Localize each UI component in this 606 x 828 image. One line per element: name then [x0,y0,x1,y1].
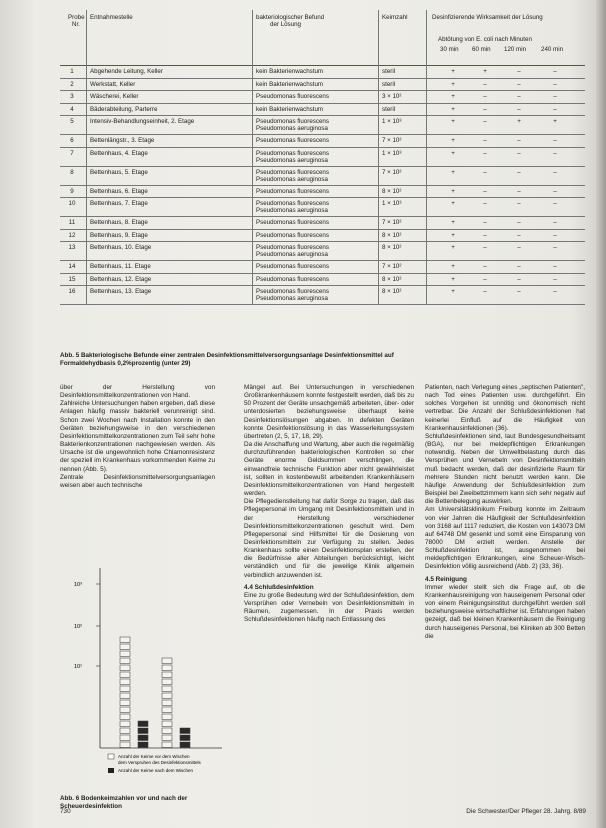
cell-nr: 1 [70,68,74,75]
cell-entnahmestelle: Abgehende Leitung, Keller [90,68,163,75]
cell-nr: 13 [68,244,76,251]
cell-nr: 14 [68,263,76,270]
cell-result-mark: – [517,137,521,144]
page-number: 730 [60,808,71,815]
cell-nr: 12 [68,231,76,239]
cell-result-mark: – [483,137,487,144]
cell-result-mark: – [553,288,557,295]
cell-result-mark: – [553,93,557,100]
cell-result-mark: – [483,244,487,251]
cell-result-mark: – [553,244,557,251]
cell-befund: Pseudomonas aeruginosa [256,175,328,183]
cell-result-mark: + [451,231,455,239]
cell-entnahmestelle: Bettenhaus, 8. Etage [90,219,148,226]
table-row [60,79,585,92]
cell-entnahmestelle: Bettenhaus, 13. Etage [90,288,152,295]
bar-block [120,721,130,727]
header-nr: Nr. [72,21,80,28]
table-row [60,167,585,186]
table-row [60,91,585,104]
cell-result-mark: + [451,263,455,270]
header-keimzahl: Keimzahl [382,14,408,21]
cell-result-mark: – [517,244,521,251]
paragraph: Am Universitätsklinikum Freiburg konnte im Zeitraum von vier Jahren die Häufigkeit der Schlußdesinfektion von 3168 auf 1117 reduziert, die Kosten von 143073 DM auf 64748 DM gesenkt und somit eine Einsparung von 78000 DM erzielt werden. Anstelle der Schlußdesinfektion ist, ausgenommen bei meldepflichtigen Erkrankungen, eine Scheuer-Wisch-Desinfektion völlig ausreichend (Abb. 2) (33, 36). [425,506,585,571]
header-befund-2: der Lösung [270,21,301,28]
floor-germ-figure [60,498,230,794]
cell-result-mark: + [451,168,455,176]
cell-entnahmestelle: Bäderabteilung, Parterre [90,105,158,113]
cell-keimzahl: 8 × 10² [382,231,402,239]
bar-block [120,714,130,720]
cell-entnahmestelle: Bettenhaus, 7. Etage [90,200,148,207]
cell-result-mark: + [451,187,455,195]
table-row [60,261,585,274]
cell-befund: Pseudomonas fluorescens [256,244,329,251]
cell-result-mark: + [553,118,557,125]
cell-result-mark: – [483,231,487,239]
cell-result-mark: – [553,105,557,113]
cell-entnahmestelle: Bettenhaus, 4. Etage [90,149,148,157]
cell-result-mark: – [553,263,557,270]
table-row [60,242,585,261]
cell-result-mark: – [517,105,521,113]
cell-befund: Pseudomonas fluorescens [256,187,329,195]
header-min-240: 240 min [541,46,564,53]
cell-result-mark: – [517,149,521,157]
bar-block [120,742,130,748]
bar-block [162,700,172,706]
cell-entnahmestelle: Bettenhaus, 11. Etage [90,263,151,270]
header-probe: Probe [68,14,85,21]
text-column-1 [60,384,215,490]
bar-block [162,665,172,671]
cell-nr: 5 [70,118,74,125]
cell-result-mark: – [553,275,557,283]
bar-block [162,679,172,685]
cell-result-mark: – [483,149,487,157]
bar-block [138,742,148,748]
paragraph: Patienten, nach Verlegung eines „septischen Patienten", nach Tod eines Patienten usw. durchgeführt. Ein solches Vorgehen ist unnötig und ökonomisch nicht vertretbar. Die Anzahl der Schlußdesinfektionen hat keinerlei Einfluß auf die Häufigkeit von Krankenhausinfektionen (36). [425,384,585,432]
cell-result-mark: – [483,118,487,125]
cell-result-mark: + [451,93,455,100]
paragraph: Die Pflegedienstleitung hat dafür Sorge zu tragen, daß das Pflegepersonal im Umgang mit Desinfektionsmitteln und in der Herstellung verschiedener Desinfektionsmittelkonzentrationen geschult wird. Dem Pflegepersonal sind Hilfsmittel für die Dosierung von Desinfektionsmitteln zur Verfügung zu stellen. Jedes Krankenhaus sollte einen Desinfektionsplan erstellen, der die Bedürfnisse aller Abteilungen berücksichtigt, leicht verständlich und für die jeweilige Klinik allgemein verbindlich anzuwenden ist. [244,498,414,579]
cell-result-mark: – [483,168,487,176]
table-row [60,148,585,167]
bar-block [180,735,190,741]
bar-block [138,735,148,741]
paragraph: Zentrale Desinfektionsmittelversorgungsanlagen weisen aber auch technische [60,473,215,489]
header-min-60: 60 min [472,46,491,53]
cell-keimzahl: 1 × 10³ [382,118,402,125]
paragraph: über der Herstellung von Desinfektionsmittelkonzentrationen von Hand. [60,384,215,400]
cell-result-mark: + [451,244,455,251]
bar-block [138,728,148,734]
bar-block [162,721,172,727]
bar-block [138,721,148,727]
cell-nr: 3 [70,93,74,100]
cell-entnahmestelle: Bettenhaus, 12. Etage [90,275,152,283]
bar-block [120,693,130,699]
cell-befund: Pseudomonas fluorescens [256,263,329,270]
cell-befund: Pseudomonas fluorescens [256,168,329,176]
cell-befund: kein Bakterienwachstum [256,105,324,113]
cell-befund: Pseudomonas aeruginosa [256,207,328,214]
cell-result-mark: – [553,231,557,239]
bar-block [120,686,130,692]
table-row [60,186,585,199]
cell-result-mark: – [517,275,521,283]
header-abtoetung: Abtötung von E. coli nach Minuten [438,36,532,43]
cell-result-mark: – [517,231,521,239]
cell-entnahmestelle: Bettenhaus, 9. Etage [90,231,148,239]
cell-befund: Pseudomonas fluorescens [256,137,329,144]
bar-block [162,693,172,699]
table-row [60,217,585,230]
bar-block [180,728,190,734]
bar-block [120,651,130,657]
table-row [60,135,585,148]
text-column-3 [425,384,585,641]
cell-result-mark: – [517,288,521,295]
cell-result-mark: – [517,263,521,270]
cell-result-mark: – [483,275,487,283]
cell-result-mark: + [451,288,455,295]
cell-keimzahl: steril [382,80,396,88]
journal-reference: Die Schwester/Der Pfleger 28. Jahrg. 8/89 [466,808,586,815]
y-label-1000: 10³ [74,582,82,588]
cell-befund: Pseudomonas fluorescens [256,275,329,283]
bar-block [120,700,130,706]
section-heading-4-4: 4.4 Schlußdesinfektion [244,583,314,591]
cell-result-mark: – [553,137,557,144]
legend-swatch-after [108,768,114,773]
cell-result-mark: + [451,219,455,226]
header-min-30: 30 min [440,46,459,53]
cell-result-mark: + [451,68,455,75]
cell-entnahmestelle: Intensiv-Behandlungseinheit, 2. Etage [90,118,195,125]
table-row [60,66,585,79]
cell-befund: Pseudomonas fluorescens [256,200,329,207]
cell-keimzahl: steril [382,68,396,75]
cell-nr: 15 [68,275,76,283]
cell-nr: 11 [68,219,76,226]
cell-result-mark: – [553,168,557,176]
bar-block [162,735,172,741]
figure-caption: Abb. 6 Bodenkeimzahlen vor und nach der Scheuerdesinfektion [60,795,188,810]
bar-block [162,742,172,748]
legend-after: Anzahl der Keime nach dem Wischen [118,768,194,773]
table-row [60,198,585,217]
bar-block [120,735,130,741]
cell-result-mark: – [553,68,557,75]
cell-result-mark: + [451,80,455,88]
cell-nr: 4 [70,105,74,113]
cell-keimzahl: 3 × 10² [382,93,402,100]
cell-result-mark: – [553,219,557,226]
paragraph: Mängel auf. Bei Untersuchungen in verschiedenen Großkrankenhäusern konnte festgestellt werden, daß bis zu 50 Prozent der Geräte unsachgemäß arbeiteten, über- oder unterdosierten beziehungsweise überhaupt keine Desinfektionslösungen abgaben. In defekten Geräten konnte Desinfektionslösung in das Wasserleitungssystem übertreten (2, 5, 17, 18, 29). [244,384,414,440]
table-body [60,66,585,305]
cell-result-mark: – [483,187,487,195]
cell-befund: Pseudomonas aeruginosa [256,251,328,258]
cell-keimzahl: 7 × 10² [382,168,402,176]
bar-block [120,637,130,643]
cell-entnahmestelle: Bettenhaus, 5. Etage [90,168,148,176]
cell-keimzahl: 8 × 10² [382,244,402,251]
cell-nr: 2 [70,80,74,88]
cell-result-mark: – [517,200,521,207]
section-heading-4-5: 4.5 Reinigung [425,575,467,583]
table-header [60,10,585,66]
bar-block [162,728,172,734]
bar-block [162,714,172,720]
cell-befund: Pseudomonas aeruginosa [256,125,328,132]
cell-keimzahl: 7 × 10² [382,219,402,226]
cell-result-mark: + [517,118,521,125]
cell-result-mark: – [553,187,557,195]
y-label-100: 10² [74,624,82,630]
cell-result-mark: – [517,219,521,226]
cell-result-mark: – [517,80,521,88]
cell-entnahmestelle: Werkstatt, Keller [90,80,136,88]
header-wirksamkeit: Desinfizierende Wirksamkeit der Lösung [432,14,543,21]
cell-result-mark: + [451,275,455,283]
cell-befund: Pseudomonas aeruginosa [256,295,328,302]
cell-result-mark: + [451,149,455,157]
cell-result-mark: + [451,137,455,144]
bar-block [162,686,172,692]
bar-block [120,707,130,713]
header-entnahmestelle: Entnahmestelle [90,14,133,21]
cell-result-mark: – [483,288,487,295]
cell-befund: Pseudomonas fluorescens [256,118,329,125]
cell-result-mark: – [553,149,557,157]
header-befund: bakteriologischer Befund [256,14,325,21]
page-edge-shadow [596,0,606,828]
paragraph: Immer wieder stellt sich die Frage auf, ob die Krankenhausreinigung von hauseigenem Personal oder von einem Reinigungsinstitut durchgeführt werden soll beziehungsweise wirtschaftlicher ist. Erfahrungen haben gezeigt, daß bei kleinen Krankenhäusern die Reinigung durch hauseigenes Personal, bei Kliniken ab 300 Betten die [425,583,585,640]
cell-befund: Pseudomonas fluorescens [256,288,329,295]
legend-swatch-before [108,754,114,759]
table-row [60,116,585,135]
cell-result-mark: – [517,187,521,195]
cell-result-mark: – [483,219,487,226]
bar-block [120,672,130,678]
table-row [60,230,585,243]
paragraph: Da die Anschaffung und Wartung, aber auch die regelmäßig durchzuführenden bakteriologischen Kontrollen so cher Geräte enorme Geldsummen verschlingen, die einwandfreie technische Funktion aber nicht gewährleistet ist, sollten in kostenbewußt arbeitenden Krankenhäusern Desinfektionsmittelkonzentrationen von Hand hergestellt werden. [244,441,414,498]
cell-keimzahl: 7 × 10² [382,263,402,270]
cell-entnahmestelle: Bettenhaus, 10. Etage [90,244,152,251]
cell-nr: 16 [68,288,76,295]
cell-keimzahl: 7 × 10² [382,137,402,144]
paragraph: Schlußdesinfektionen sind, laut Bundesgesundheitsamt (BGA), nur bei meldepflichtigen Erkrankungen notwendig. Neben der Umweltbelastung durch das Versprühen und Vernebeln von Desinfektionsmitteln muß bedacht werden, daß der desinfizierte Raum für mehrere Stunden nicht benutzt werden kann. Die häufige Anwendung der Schlußdesinfektion zum Beispiel bei Zweibettzimmern kann sich sehr negativ auf die Bettenbelegung auswirken. [425,432,585,506]
bar-stacks [120,637,190,748]
bar-block [162,672,172,678]
cell-result-mark: + [483,68,487,75]
cell-result-mark: + [451,105,455,113]
bar-block [120,644,130,650]
header-min-120: 120 min [504,46,527,53]
legend-before: Anzahl der Keime vor dem Wischen [118,754,190,759]
bar-block [162,658,172,664]
cell-result-mark: – [517,93,521,100]
cell-keimzahl: 8 × 10² [382,187,402,195]
cell-keimzahl: 1 × 10³ [382,149,402,157]
cell-result-mark: – [517,168,521,176]
cell-befund: Pseudomonas aeruginosa [256,156,328,164]
paragraph: Zahlreiche Untersuchungen haben ergeben, daß diese Anlagen häufig massiv bakteriell verunreinigt sind. Schon zwei Wochen nach Installation konnte in den Geräten beziehungsweise in den verschiedenen Desinfektionsmittelkonzentrationen zum Teil sehr hohe Bakterienkonzentrationen nachgewiesen werden. Als Ursache ist die ungewohnlich hohe Chlamonresistenz der speziell im Krankenhaus vorkommenden Keime zu nennen (Abb. 5). [60,400,215,473]
cell-result-mark: + [451,200,455,207]
paragraph: Eine zu große Bedeutung wird der Schlußdesinfektion, dem Versprühen oder Vernebeln von Desinfektionsmitteln in Räumen, zugemessen. In der Praxis werden Schlußdesinfektionen häufig nach Entlassung des [244,591,414,624]
cell-befund: Pseudomonas fluorescens [256,149,329,157]
cell-result-mark: – [553,80,557,88]
cell-result-mark: – [483,93,487,100]
cell-nr: 6 [70,137,74,144]
cell-result-mark: + [451,118,455,125]
cell-keimzahl: 1 × 10³ [382,200,402,207]
bar-block [180,742,190,748]
cell-entnahmestelle: Bettenlängstr., 3. Etage [90,137,155,144]
cell-result-mark: – [553,200,557,207]
table-caption: Abb. 5 Bakteriologische Befunde einer zentralen Desinfektionsmittelversorgungsanlage Desinfektionsmittel auf Formaldehydbasis 0,2%prozentig (unter 29) [60,352,394,367]
cell-befund: kein Bakterienwachstum [256,80,324,88]
cell-nr: 7 [70,149,74,157]
cell-keimzahl: 8 × 10² [382,288,402,295]
bar-block [120,679,130,685]
table-row [60,286,585,305]
cell-nr: 9 [70,187,74,195]
cell-nr: 10 [68,200,76,207]
bar-block [120,665,130,671]
bar-block [162,707,172,713]
cell-entnahmestelle: Wäscherei, Keller [90,93,139,100]
cell-result-mark: – [483,105,487,113]
cell-keimzahl: 8 × 10² [382,275,402,283]
cell-keimzahl: steril [382,105,396,113]
cell-befund: Pseudomonas fluorescens [256,231,329,239]
text-column-2 [244,384,414,625]
cell-nr: 8 [70,168,74,176]
cell-befund: Pseudomonas fluorescens [256,93,329,100]
cell-befund: kein Bakterienwachstum [256,68,324,75]
y-label-10: 10¹ [74,664,82,670]
cell-result-mark: – [483,80,487,88]
table-row [60,274,585,287]
bar-block [120,658,130,664]
legend-spray: dem Verspruhen des Desinfektionsmittels [118,760,201,765]
results-table [60,10,585,305]
cell-result-mark: – [517,68,521,75]
cell-befund: Pseudomonas fluorescens [256,219,329,226]
bar-block [120,728,130,734]
cell-result-mark: – [483,200,487,207]
table-row [60,104,585,117]
cell-result-mark: – [483,263,487,270]
cell-entnahmestelle: Bettenhaus, 6. Etage [90,187,148,195]
